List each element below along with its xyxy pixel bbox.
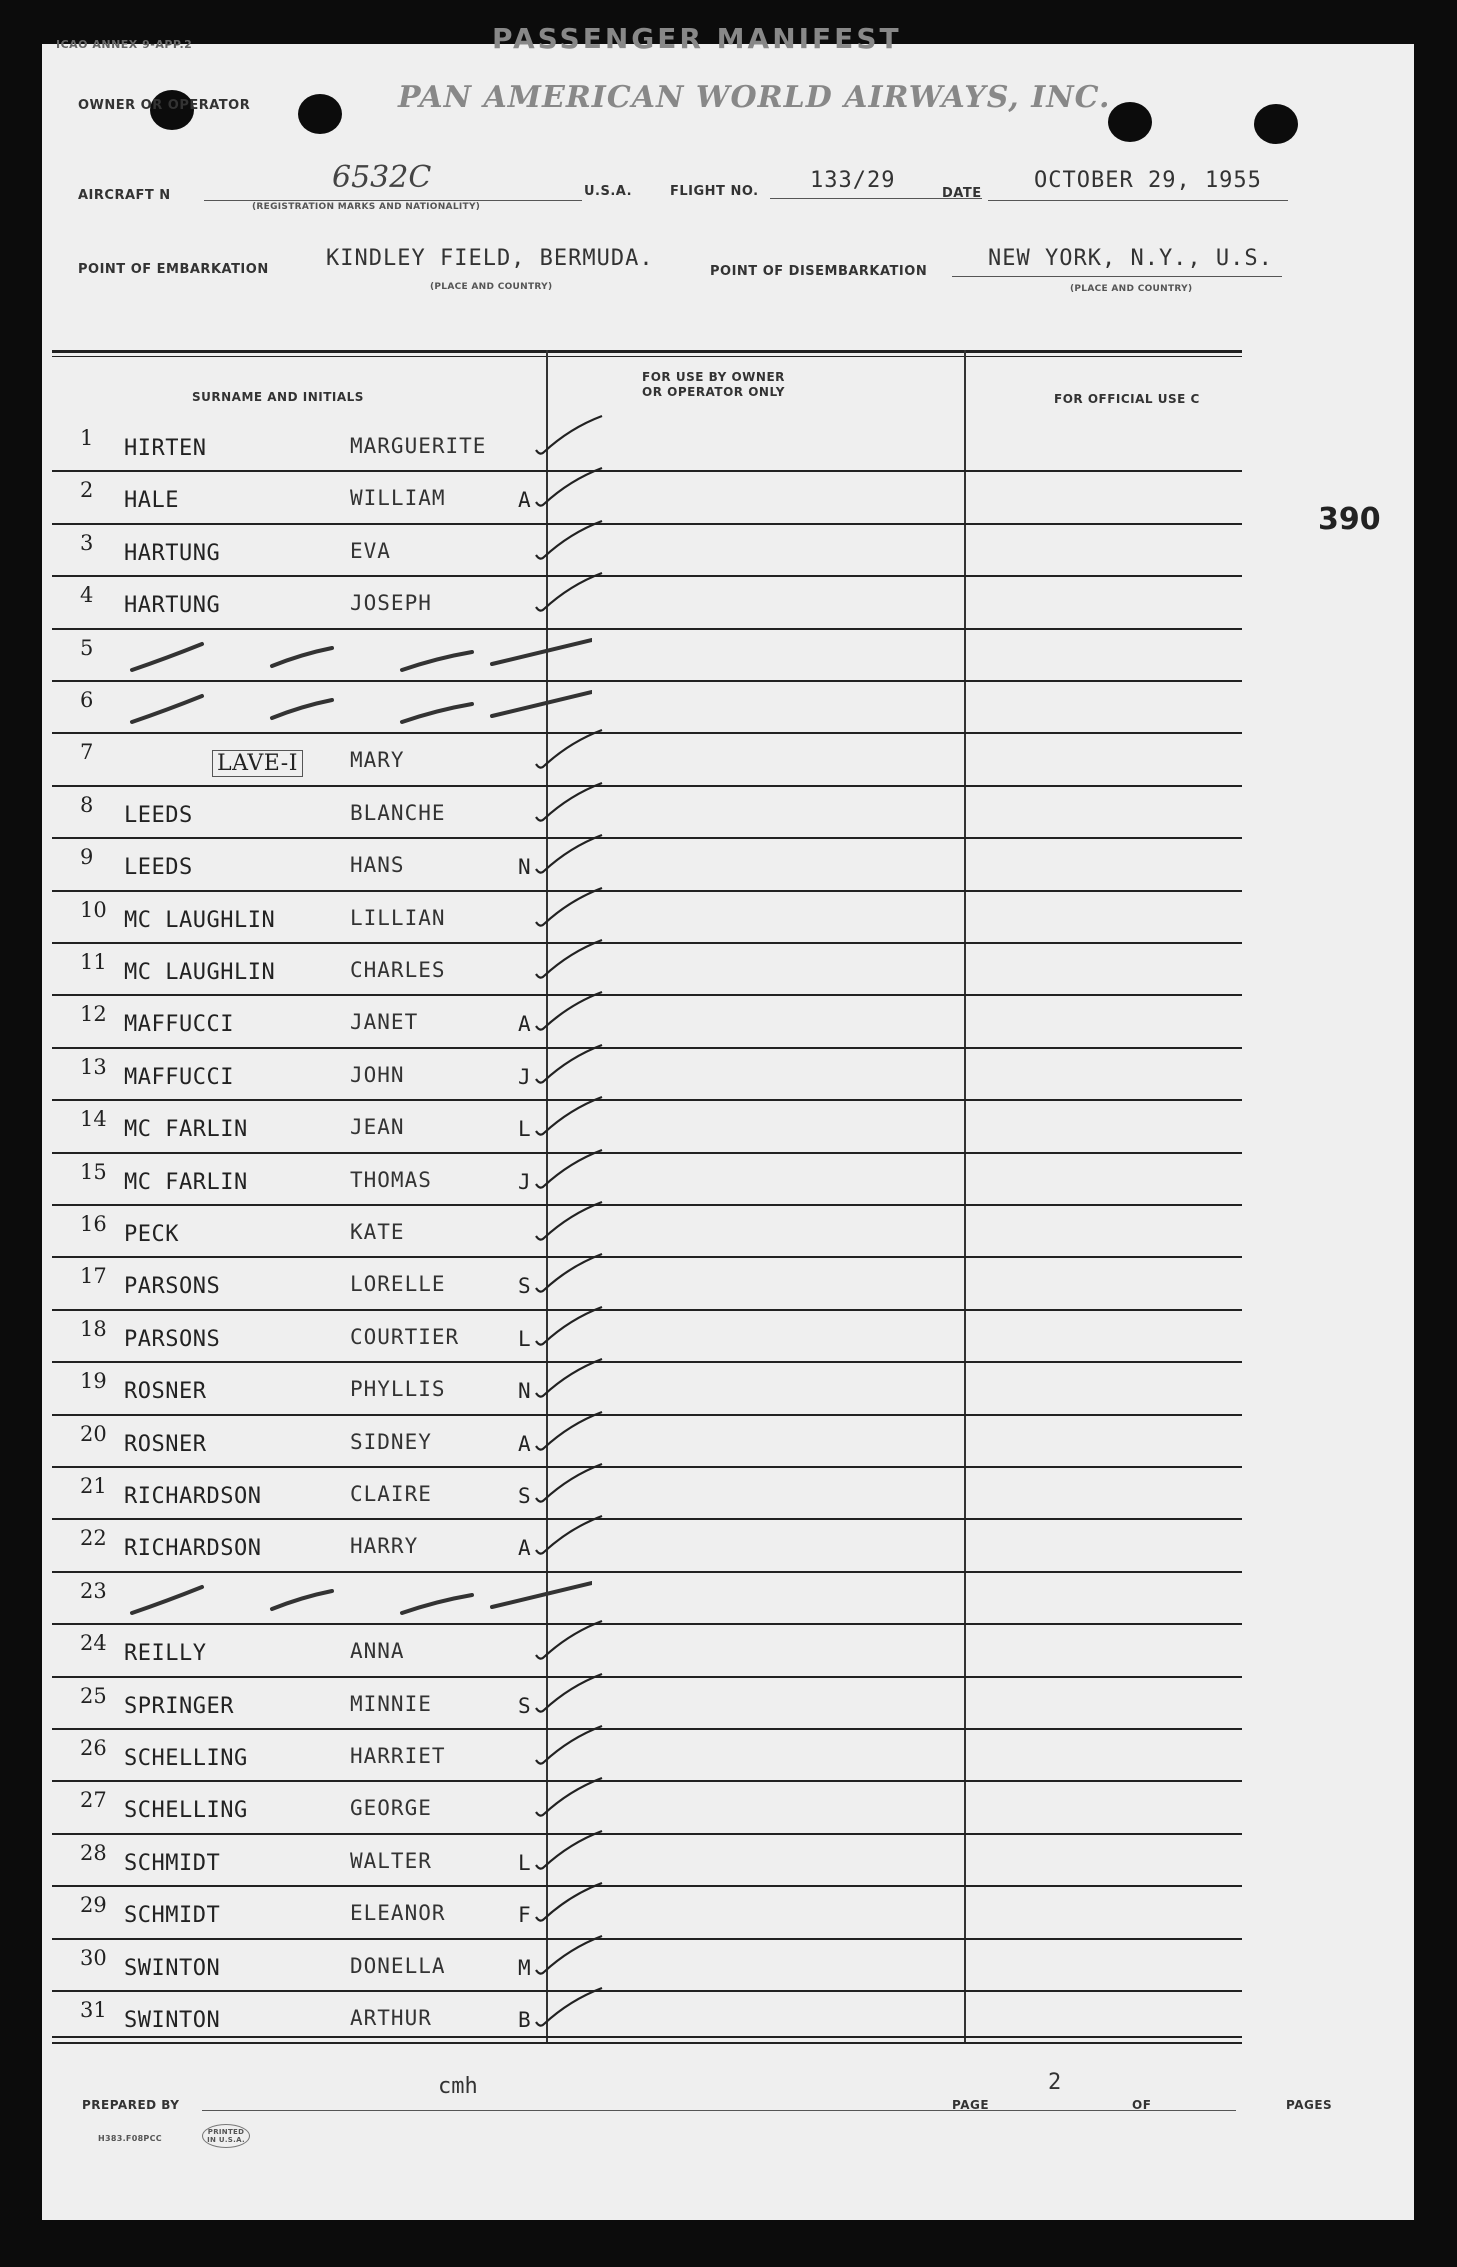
row-number: 5 bbox=[80, 635, 94, 660]
middle-initial: F bbox=[518, 1903, 531, 1928]
surname: RICHARDSON bbox=[124, 1536, 262, 1562]
row-number: 7 bbox=[80, 740, 94, 765]
check-mark-icon bbox=[530, 1877, 610, 1927]
given-name: JANET bbox=[350, 1010, 419, 1035]
table-row bbox=[52, 734, 1242, 786]
surname: SWINTON bbox=[124, 1955, 221, 1981]
table-row bbox=[52, 1678, 1242, 1730]
row-number: 25 bbox=[80, 1683, 107, 1708]
given-name: EVA bbox=[350, 538, 391, 563]
surname: SCHELLING bbox=[124, 1746, 248, 1771]
punch-hole bbox=[298, 94, 342, 134]
given-name: ARTHUR bbox=[350, 2006, 432, 2030]
manifest-page bbox=[42, 22, 1414, 2220]
check-mark-icon bbox=[530, 986, 610, 1036]
aircraft-rule bbox=[204, 200, 582, 201]
surname: REILLY bbox=[124, 1641, 207, 1667]
check-mark-icon bbox=[530, 515, 610, 565]
row-number: 24 bbox=[80, 1631, 107, 1656]
check-mark-icon bbox=[530, 1720, 610, 1770]
check-mark-icon bbox=[530, 1772, 610, 1822]
given-name: THOMAS bbox=[350, 1167, 432, 1192]
surname: SCHELLING bbox=[124, 1798, 248, 1824]
check-mark-icon bbox=[530, 1615, 610, 1665]
check-mark-icon bbox=[530, 1825, 610, 1875]
given-name: JOSEPH bbox=[350, 591, 432, 616]
check-mark-icon bbox=[530, 934, 610, 984]
date-label: DATE bbox=[942, 186, 982, 201]
row-number: 22 bbox=[80, 1526, 107, 1551]
table-row bbox=[52, 1311, 1242, 1363]
form-code: ICAO ANNEX 9-APP.2 bbox=[56, 38, 193, 51]
row-number: 21 bbox=[80, 1474, 107, 1498]
col-header-owner: FOR USE BY OWNER OR OPERATOR ONLY bbox=[642, 370, 785, 399]
table-row bbox=[52, 472, 1242, 524]
given-name: MARY bbox=[350, 748, 405, 773]
surname: PARSONS bbox=[124, 1274, 221, 1300]
given-name: BLANCHE bbox=[350, 800, 446, 825]
check-mark-icon bbox=[530, 1353, 610, 1403]
owner-label: OWNER OR OPERATOR bbox=[78, 98, 251, 113]
given-name: LORELLE bbox=[350, 1272, 446, 1297]
embark-label: POINT OF EMBARKATION bbox=[78, 262, 269, 277]
middle-initial: L bbox=[518, 1850, 531, 1875]
manifest-header: PASSENGER MANIFEST bbox=[492, 22, 902, 55]
date-value: OCTOBER 29, 1955 bbox=[1034, 168, 1262, 193]
surname: MC FARLIN bbox=[124, 1169, 248, 1195]
prepared-value: cmh bbox=[438, 2074, 478, 2099]
check-mark-icon bbox=[530, 1196, 610, 1246]
row-rule bbox=[52, 2042, 1242, 2044]
surname: SWINTON bbox=[124, 2008, 221, 2033]
disembark-value: NEW YORK, N.Y., U.S. bbox=[988, 246, 1273, 271]
surname: HALE bbox=[124, 488, 179, 514]
table-row bbox=[52, 682, 1242, 734]
given-name: WALTER bbox=[350, 1848, 432, 1873]
usa-label: U.S.A. bbox=[584, 184, 633, 199]
table-row bbox=[52, 1258, 1242, 1310]
middle-initial: S bbox=[518, 1274, 531, 1299]
row-number: 12 bbox=[80, 1002, 107, 1027]
row-number: 4 bbox=[80, 583, 94, 608]
middle-initial: A bbox=[518, 1536, 531, 1561]
middle-initial: N bbox=[518, 855, 531, 880]
strike-marks bbox=[112, 1573, 592, 1623]
middle-initial: N bbox=[518, 1379, 531, 1404]
given-name: HARRIET bbox=[350, 1744, 446, 1768]
table-row bbox=[52, 1416, 1242, 1468]
row-number: 10 bbox=[80, 897, 107, 922]
prepared-label: PREPARED BY bbox=[82, 2098, 180, 2112]
row-number: 6 bbox=[80, 688, 94, 712]
check-mark-icon bbox=[530, 1144, 610, 1194]
surname: LEEDS bbox=[124, 802, 193, 828]
page-value: 2 bbox=[1048, 2070, 1062, 2095]
given-name: MINNIE bbox=[350, 1691, 432, 1716]
check-mark-icon bbox=[530, 882, 610, 932]
surname: LAVE-I bbox=[212, 750, 303, 777]
given-name: PHYLLIS bbox=[350, 1377, 446, 1402]
row-number: 15 bbox=[80, 1159, 107, 1184]
middle-initial: S bbox=[518, 1484, 531, 1508]
table-row bbox=[52, 1520, 1242, 1572]
surname: HIRTEN bbox=[124, 436, 207, 461]
middle-initial: A bbox=[518, 1431, 531, 1456]
table-row bbox=[52, 1887, 1242, 1939]
check-mark-icon bbox=[530, 1091, 610, 1141]
surname: PECK bbox=[124, 1222, 179, 1247]
row-number: 13 bbox=[80, 1054, 107, 1079]
middle-initial: B bbox=[518, 2008, 531, 2032]
given-name: MARGUERITE bbox=[350, 434, 487, 458]
of-label: OF bbox=[1132, 2098, 1152, 2112]
surname: MC LAUGHLIN bbox=[124, 907, 276, 933]
given-name: SIDNEY bbox=[350, 1429, 432, 1454]
given-name: DONELLA bbox=[350, 1953, 446, 1978]
table-row bbox=[52, 1101, 1242, 1153]
surname: SPRINGER bbox=[124, 1693, 234, 1719]
middle-initial: M bbox=[518, 1955, 531, 1980]
surname: MAFFUCCI bbox=[124, 1012, 234, 1038]
given-name: HANS bbox=[350, 853, 405, 878]
table-row bbox=[52, 1940, 1242, 1992]
given-name: GEORGE bbox=[350, 1796, 432, 1821]
surname: ROSNER bbox=[124, 1431, 207, 1457]
given-name: KATE bbox=[350, 1220, 405, 1244]
row-number: 26 bbox=[80, 1736, 107, 1760]
table-row bbox=[52, 1573, 1242, 1625]
surname: HARTUNG bbox=[124, 593, 221, 619]
check-mark-icon bbox=[530, 1510, 610, 1560]
row-number: 29 bbox=[80, 1893, 107, 1918]
table-row bbox=[52, 1468, 1242, 1520]
check-mark-icon bbox=[530, 1248, 610, 1298]
table-row bbox=[52, 1992, 1242, 2044]
row-number: 30 bbox=[80, 1945, 107, 1970]
row-number: 9 bbox=[80, 845, 94, 870]
check-mark-icon bbox=[530, 1982, 610, 2032]
given-name: WILLIAM bbox=[350, 486, 446, 511]
middle-initial: L bbox=[518, 1117, 531, 1142]
table-row bbox=[52, 1625, 1242, 1677]
form-number: H383.F08PCC bbox=[98, 2134, 162, 2143]
row-number: 17 bbox=[80, 1264, 107, 1289]
row-number: 19 bbox=[80, 1369, 107, 1394]
check-mark-icon bbox=[530, 1301, 610, 1351]
surname: PARSONS bbox=[124, 1326, 221, 1352]
middle-initial: L bbox=[518, 1326, 531, 1351]
surname: MC LAUGHLIN bbox=[124, 960, 276, 985]
given-name: CHARLES bbox=[350, 958, 446, 982]
given-name: ANNA bbox=[350, 1639, 405, 1664]
check-mark-icon bbox=[530, 724, 610, 774]
surname: SCHMIDT bbox=[124, 1903, 221, 1929]
surname: MAFFUCCI bbox=[124, 1064, 234, 1090]
row-number: 8 bbox=[80, 792, 94, 817]
middle-initial: A bbox=[518, 1012, 531, 1037]
row-number: 28 bbox=[80, 1840, 107, 1865]
passenger-table bbox=[52, 350, 1242, 2044]
table-row bbox=[52, 839, 1242, 891]
punch-hole bbox=[1254, 104, 1298, 144]
surname: HARTUNG bbox=[124, 540, 221, 566]
row-number: 2 bbox=[80, 478, 94, 503]
check-mark-icon bbox=[530, 1406, 610, 1456]
strike-marks bbox=[112, 682, 592, 732]
print-stamp: PRINTED IN U.S.A. bbox=[202, 2124, 250, 2148]
check-mark-icon bbox=[530, 567, 610, 617]
check-mark-icon bbox=[530, 1458, 610, 1508]
place-note-disembark: (PLACE AND COUNTRY) bbox=[1070, 284, 1193, 294]
middle-initial: J bbox=[518, 1169, 531, 1194]
date-rule bbox=[988, 200, 1288, 201]
row-number: 18 bbox=[80, 1316, 107, 1341]
disembark-rule bbox=[952, 276, 1282, 277]
place-note-embark: (PLACE AND COUNTRY) bbox=[430, 282, 553, 292]
pages-label: PAGES bbox=[1286, 2098, 1333, 2112]
given-name: JEAN bbox=[350, 1115, 405, 1140]
middle-initial: J bbox=[518, 1064, 531, 1089]
check-mark-icon bbox=[530, 777, 610, 827]
prepared-rule bbox=[202, 2110, 992, 2111]
aircraft-value: 6532C bbox=[332, 160, 432, 195]
table-row bbox=[52, 996, 1242, 1048]
row-number: 3 bbox=[80, 530, 94, 555]
col-header-official: FOR OFFICIAL USE C bbox=[1054, 392, 1200, 406]
row-number: 23 bbox=[80, 1578, 107, 1603]
check-mark-icon bbox=[530, 1930, 610, 1980]
surname: MC FARLIN bbox=[124, 1117, 248, 1143]
given-name: ELEANOR bbox=[350, 1901, 446, 1926]
table-row bbox=[52, 892, 1242, 944]
table-row bbox=[52, 1049, 1242, 1101]
airline-name: PAN AMERICAN WORLD AIRWAYS, INC. bbox=[398, 80, 1111, 115]
surname: SCHMIDT bbox=[124, 1850, 221, 1876]
punch-hole bbox=[1108, 102, 1152, 142]
row-number: 11 bbox=[80, 950, 107, 974]
row-number: 20 bbox=[80, 1421, 107, 1446]
check-mark-icon bbox=[530, 410, 610, 460]
table-row bbox=[52, 1206, 1242, 1258]
check-mark-icon bbox=[530, 462, 610, 512]
given-name: HARRY bbox=[350, 1534, 419, 1559]
margin-number: 390 bbox=[1318, 502, 1381, 537]
given-name: COURTIER bbox=[350, 1324, 460, 1349]
of-rule bbox=[1160, 2110, 1236, 2111]
table-row bbox=[52, 1835, 1242, 1887]
check-mark-icon bbox=[530, 1039, 610, 1089]
table-row bbox=[52, 1730, 1242, 1782]
table-row bbox=[52, 944, 1242, 996]
check-mark-icon bbox=[530, 829, 610, 879]
surname: RICHARDSON bbox=[124, 1484, 262, 1509]
table-row bbox=[52, 787, 1242, 839]
row-number: 31 bbox=[80, 1998, 107, 2022]
table-row bbox=[52, 420, 1242, 472]
given-name: LILLIAN bbox=[350, 905, 446, 930]
table-top-rule bbox=[52, 350, 1242, 353]
row-number: 14 bbox=[80, 1107, 107, 1132]
table-row bbox=[52, 577, 1242, 629]
row-number: 27 bbox=[80, 1788, 107, 1813]
table-row bbox=[52, 630, 1242, 682]
strike-marks bbox=[112, 630, 592, 680]
check-mark-icon bbox=[530, 1668, 610, 1718]
page-label: PAGE bbox=[952, 2098, 990, 2112]
table-row bbox=[52, 1363, 1242, 1415]
surname: ROSNER bbox=[124, 1379, 207, 1405]
col-header-surname: SURNAME AND INITIALS bbox=[192, 390, 364, 404]
embark-value: KINDLEY FIELD, BERMUDA. bbox=[326, 246, 654, 271]
table-row bbox=[52, 525, 1242, 577]
table-top-rule-thin bbox=[52, 356, 1242, 357]
flight-value: 133/29 bbox=[810, 168, 896, 193]
row-number: 16 bbox=[80, 1212, 107, 1236]
given-name: JOHN bbox=[350, 1062, 405, 1087]
middle-initial: A bbox=[518, 488, 531, 513]
flight-label: FLIGHT NO. bbox=[670, 184, 759, 199]
surname: LEEDS bbox=[124, 855, 193, 881]
middle-initial: S bbox=[518, 1693, 531, 1718]
given-name: CLAIRE bbox=[350, 1482, 432, 1506]
aircraft-label: AIRCRAFT N bbox=[78, 188, 171, 203]
row-number: 1 bbox=[80, 426, 94, 450]
table-row bbox=[52, 1154, 1242, 1206]
registration-note: (REGISTRATION MARKS AND NATIONALITY) bbox=[252, 202, 481, 212]
disembark-label: POINT OF DISEMBARKATION bbox=[710, 264, 928, 279]
table-row bbox=[52, 1782, 1242, 1834]
